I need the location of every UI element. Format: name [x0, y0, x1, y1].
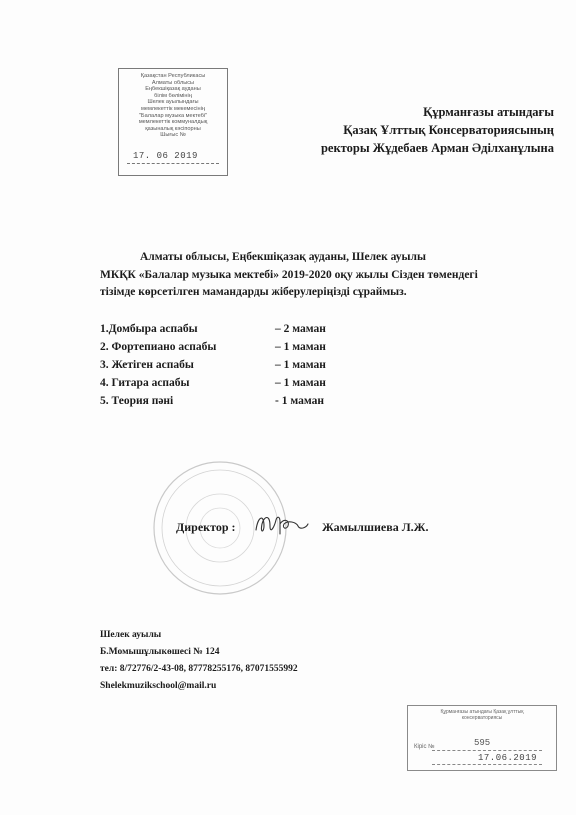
handwritten-signature — [252, 508, 312, 538]
footer-email: Shelekmuzikschool@mail.ru — [100, 681, 217, 691]
stamp-line: Шелек ауылындағы — [147, 99, 199, 106]
body-line: тізімде көрсетілген мамандарды жіберулеріңізді сұраймыз. — [100, 286, 407, 298]
list-item — [100, 320, 360, 338]
addressee-line: ректоры Жұдебаев Арман Әділханұлына — [320, 141, 554, 155]
list-item-qty: – 1 маман — [275, 341, 326, 353]
stamp-line: білім бөлімінің — [154, 92, 192, 99]
list-item-name: 2. Фортепиано аспабы — [100, 341, 217, 353]
list-item — [100, 356, 360, 374]
list-item-qty: – 1 маман — [275, 377, 326, 389]
list-item-qty: – 1 маман — [275, 359, 326, 371]
stamp-line: Алматы облысы — [151, 79, 195, 86]
stamp-line: Құрманғазы атындағы Қазақ ұлттық — [440, 709, 524, 715]
body-line: Алматы облысы, Еңбекшіқазақ ауданы, Шелек ауылы — [140, 251, 426, 263]
stamp-line: қазыналық кәсіпорны — [145, 125, 201, 132]
specialist-list — [100, 320, 360, 410]
footer-village: Шелек ауылы — [100, 630, 162, 640]
stamp-underline — [432, 750, 542, 751]
stamp-date-underline — [127, 163, 219, 164]
stamp-reg-label: Кіріс № — [414, 744, 435, 750]
director-label: Директор : — [176, 520, 236, 534]
director-name: Жамылшиева Л.Ж. — [322, 520, 429, 534]
stamp-line: мемлекеттік коммуналдық — [138, 119, 208, 126]
footer-phones: тел: 8/72776/2-43-08, 87778255176, 87071555992 — [100, 664, 298, 674]
stamp-line: мемлекеттік мекемесінің — [141, 105, 205, 112]
stamp-line: "Балалар музыка мектебі" — [138, 112, 208, 119]
list-item-name: 5. Теория пәні — [100, 395, 174, 407]
stamp-date: 17. 06 2019 — [133, 151, 198, 161]
list-item — [100, 374, 360, 392]
addressee-block — [321, 103, 554, 157]
stamp-line: Қазақстан Республикасы — [140, 73, 206, 79]
addressee-line: Қазақ Ұлттық Консерваториясының — [343, 123, 554, 137]
stamp-line: Еңбекшіқазақ ауданы — [145, 86, 201, 93]
contact-footer — [100, 627, 298, 695]
list-item — [100, 338, 360, 356]
list-item — [100, 392, 360, 410]
stamp-reg-date: 17.06.2019 — [478, 753, 538, 763]
list-item-name: 3. Жетіген аспабы — [100, 359, 194, 371]
incoming-stamp — [407, 705, 557, 771]
stamp-line: Шығыс № — [160, 132, 186, 139]
stamp-line: консерваториясы — [461, 715, 503, 721]
footer-address: Б.Момышұлыкөшесі № 124 — [100, 647, 220, 657]
addressee-line: Құрманғазы атындағы — [423, 105, 554, 119]
letter-body — [100, 249, 560, 302]
stamp-reg-number: 595 — [474, 738, 491, 748]
outgoing-stamp — [118, 68, 228, 176]
list-item-name: 1.Домбыра аспабы — [100, 323, 198, 335]
body-line: МКҚК «Балалар музыка мектебі» 2019-2020 оқу жылы Сізден төмендегі — [100, 268, 478, 281]
list-item-name: 4. Гитара аспабы — [100, 377, 190, 389]
list-item-qty: – 2 маман — [275, 323, 326, 335]
list-item-qty: - 1 маман — [275, 395, 324, 407]
stamp-underline — [432, 764, 542, 765]
